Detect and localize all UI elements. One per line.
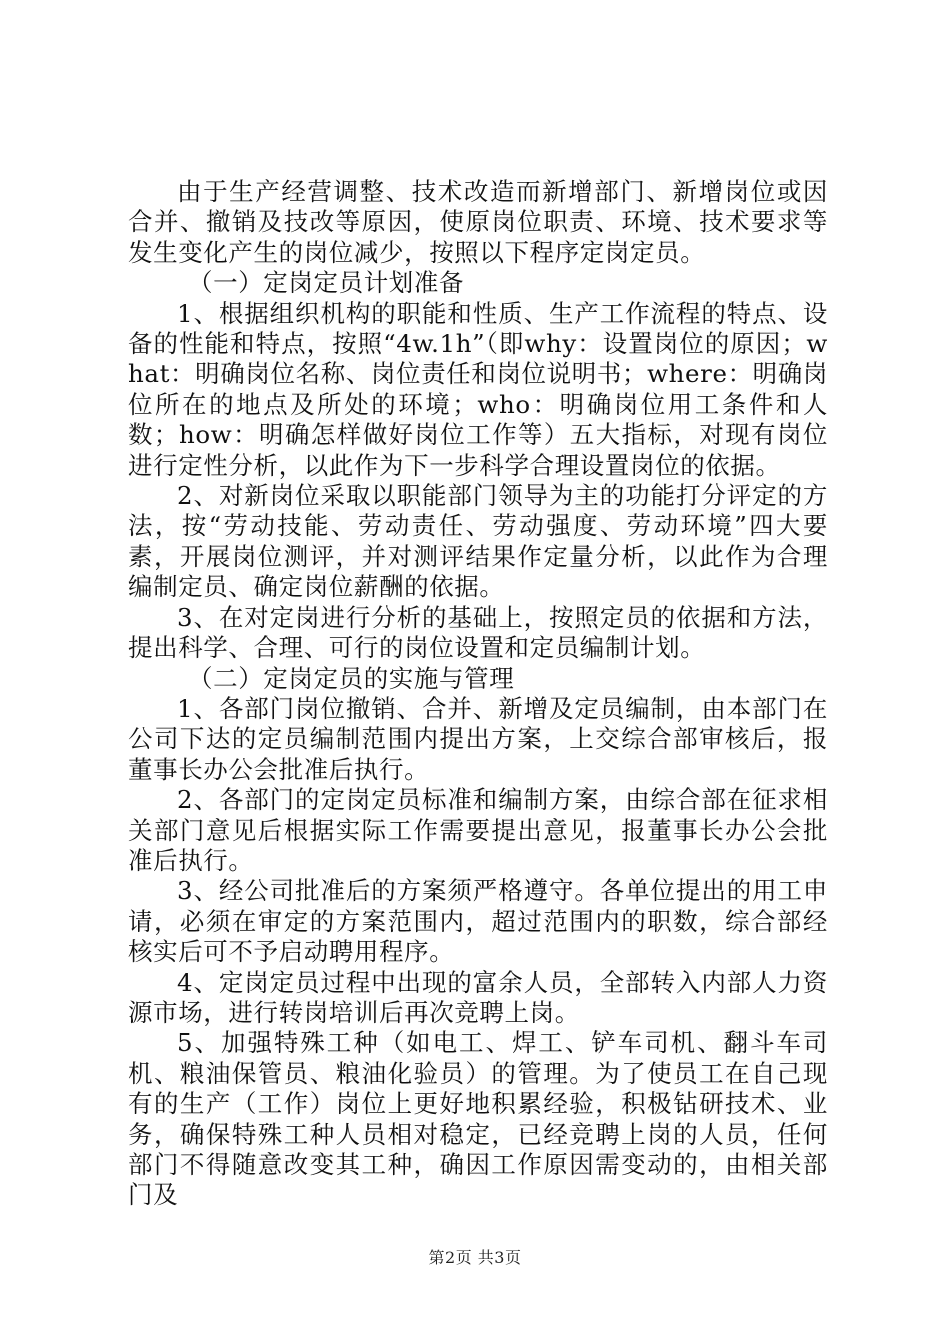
page-number-footer: 第2页 共3页: [428, 1248, 522, 1267]
paragraph-intro: 由于生产经营调整、技术改造而新增部门、新增岗位或因合并、撤销及技改等原因，使原岗位职责、环境、技术要求等发生变化产生的岗位减少，按照以下程序定岗定员。: [128, 177, 828, 267]
paragraph-plan-2: 2、对新岗位采取以职能部门领导为主的功能打分评定的方法，按“劳动技能、劳动责任、劳动强度、劳动环境”四大要素，开展岗位测评，并对测评结果作定量分析，以此作为合理编制定员、确定岗位薪酬的依据。: [128, 481, 828, 602]
paragraph-plan-3: 3、在对定岗进行分析的基础上，按照定员的依据和方法，提出科学、合理、可行的岗位设置和定员编制计划。: [128, 602, 828, 663]
document-body: [128, 177, 828, 1211]
paragraph-impl-5: 5、加强特殊工种（如电工、焊工、铲车司机、翻斗车司机、粮油保管员、粮油化验员）的管理。为了使员工在自己现有的生产（工作）岗位上更好地积累经验，积极钻研技术、业务，确保特殊工种人员相对稳定，已经竞聘上岗的人员，任何部门不得随意改变其工种，确因工作原因需变动的，由相关部门及: [128, 1028, 828, 1210]
paragraph-impl-2: 2、各部门的定岗定员标准和编制方案，由综合部在征求相关部门意见后根据实际工作需要提出意见，报董事长办公会批准后执行。: [128, 785, 828, 875]
paragraph-impl-1: 1、各部门岗位撤销、合并、新增及定员编制，由本部门在公司下达的定员编制范围内提出方案，上交综合部审核后，报董事长办公会批准后执行。: [128, 693, 828, 784]
paragraph-impl-3: 3、经公司批准后的方案须严格遵守。各单位提出的用工申请，必须在审定的方案范围内，超过范围内的职数，综合部经核实后可不予启动聘用程序。: [128, 876, 828, 967]
section-heading-plan: （一）定岗定员计划准备: [188, 268, 465, 298]
paragraph-plan-1: 1、根据组织机构的职能和性质、生产工作流程的特点、设备的性能和特点，按照“4w.1h”（即why：设置岗位的原因；what：明确岗位名称、岗位责任和岗位说明书；where：明确岗位所在的地点及所处的环境；who：明确岗位用工条件和人数；how：明确怎样做好岗位工作等）五大指标，对现有岗位进行定性分析，以此作为下一步科学合理设置岗位的依据。: [128, 298, 828, 480]
section-heading-implementation: （二）定岗定员的实施与管理: [188, 663, 515, 693]
paragraph-impl-4: 4、定岗定员过程中出现的富余人员，全部转入内部人力资源市场，进行转岗培训后再次竞聘上岗。: [128, 967, 828, 1027]
